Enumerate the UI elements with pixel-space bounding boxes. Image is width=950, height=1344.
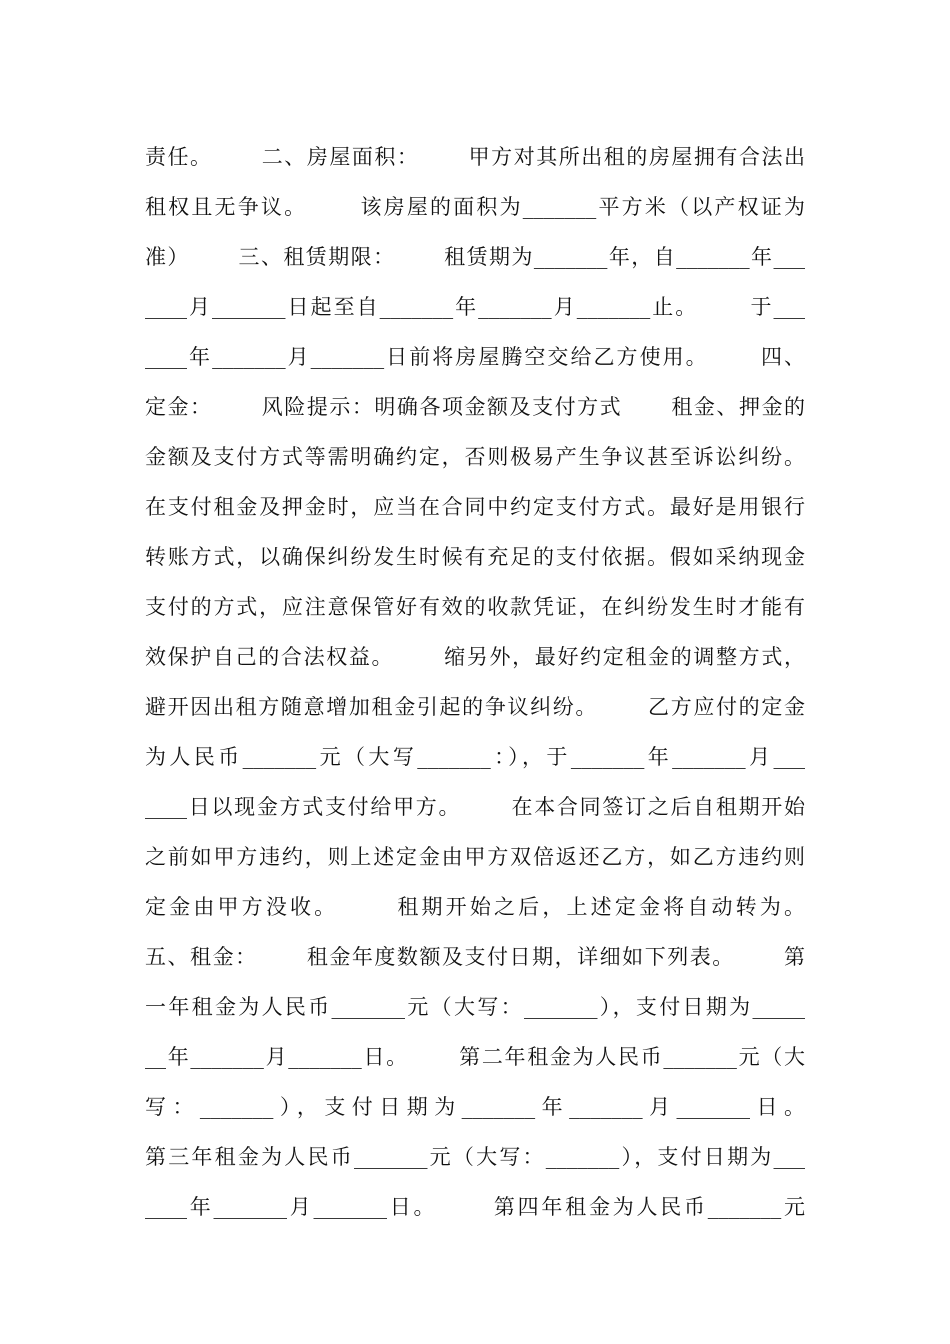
text-line: 金额及支付方式等需明确约定，否则极易产生争议甚至诉讼纠纷。 <box>145 445 805 469</box>
text-line: ____年_______月_______日。 第四年租金为人民币_______元 <box>145 1195 805 1219</box>
text-line: 五、租金： 租金年度数额及支付日期，详细如下列表。 第 <box>145 945 805 969</box>
text-line: 为人民币_______元（大写_______：），于_______年_______月___ <box>145 745 805 769</box>
text-line: __年_______月_______日。 第二年租金为人民币_______元（大 <box>145 1045 805 1069</box>
text-line: 之前如甲方违约，则上述定金由甲方双倍返还乙方，如乙方违约则 <box>145 845 805 869</box>
text-line: 租权且无争议。 该房屋的面积为_______平方米（以产权证为 <box>145 195 805 219</box>
text-line: 效保护自己的合法权益。 缩另外，最好约定租金的调整方式， <box>145 645 805 669</box>
text-line: 定金： 风险提示：明确各项金额及支付方式 租金、押金的 <box>145 395 805 419</box>
text-line: ____年_______月_______日前将房屋腾空交给乙方使用。 四、 <box>145 345 805 369</box>
text-line: 转账方式，以确保纠纷发生时候有充足的支付依据。假如采纳现金 <box>145 545 805 569</box>
text-line: ____月_______日起至自_______年_______月_______止。 于___ <box>145 295 805 319</box>
text-line: 写：_______），支付日期为_______年_______月_______日。 <box>145 1095 805 1119</box>
text-line: 在支付租金及押金时，应当在合同中约定支付方式。最好是用银行 <box>145 495 805 519</box>
contract-text-body <box>145 132 805 1232</box>
text-line: 责任。 二、房屋面积： 甲方对其所出租的房屋拥有合法出 <box>145 145 805 169</box>
text-line: ____日以现金方式支付给甲方。 在本合同签订之后自租期开始 <box>145 795 805 819</box>
text-line: 准） 三、租赁期限： 租赁期为_______年，自_______年___ <box>145 245 805 269</box>
text-line: 避开因出租方随意增加租金引起的争议纠纷。 乙方应付的定金 <box>145 695 805 719</box>
text-line: 定金由甲方没收。 租期开始之后，上述定金将自动转为。 <box>145 895 805 919</box>
text-line: 一年租金为人民币_______元（大写：_______），支付日期为_____ <box>145 995 805 1019</box>
text-line: 第三年租金为人民币_______元（大写：_______），支付日期为___ <box>145 1145 805 1169</box>
text-line: 支付的方式，应注意保管好有效的收款凭证，在纠纷发生时才能有 <box>145 595 805 619</box>
